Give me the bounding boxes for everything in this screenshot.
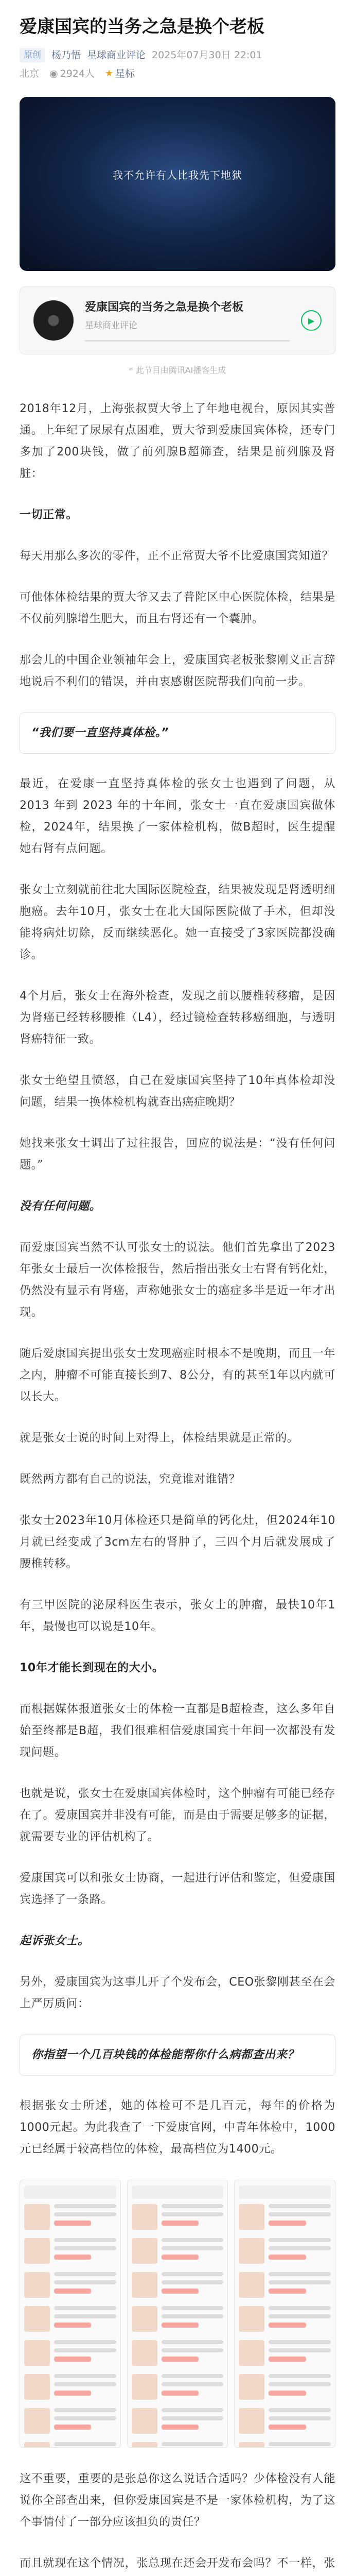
audio-title: 爱康国宾的当务之急是换个老板: [85, 301, 244, 314]
product-text-line: [54, 2408, 116, 2412]
product-text-lines: [269, 2374, 331, 2400]
article-paragraph: 另外，爱康国宾为这事儿开了个发布会，CEO张黎刚甚至在会上严厉质问：: [20, 1976, 335, 2010]
product-text-line: [269, 2280, 331, 2284]
product-text-line: [162, 2212, 224, 2216]
eye-icon: ◉: [49, 68, 58, 79]
screenshot-product-item: [24, 2238, 116, 2264]
product-text-lines: [54, 2374, 116, 2400]
product-text-line: [54, 2374, 116, 2378]
screenshot-product-item: [239, 2340, 331, 2366]
article-paragraph: 她找来张女士调出了过往报告，回应的说法是：“没有任何问题。”: [20, 1137, 335, 1172]
article-meta: [20, 47, 335, 63]
product-thumbnail: [24, 2306, 50, 2332]
product-text-line: [54, 2204, 116, 2208]
product-text-lines: [54, 2408, 116, 2434]
product-text-line: [269, 2314, 331, 2318]
product-price: [162, 2357, 199, 2362]
product-text-line: [162, 2238, 224, 2242]
product-text-lines: [162, 2442, 224, 2448]
product-thumbnail: [239, 2238, 264, 2264]
article-meta-secondary: [20, 66, 335, 81]
product-text-line: [54, 2382, 116, 2386]
price-screenshots: [20, 2180, 335, 2448]
price-screenshot: [127, 2180, 228, 2448]
product-text-line: [162, 2246, 224, 2250]
product-thumbnail: [239, 2340, 264, 2366]
product-text-lines: [54, 2442, 116, 2448]
product-text-line: [162, 2382, 224, 2386]
product-text-lines: [269, 2306, 331, 2332]
account-name[interactable]: 星球商业评论: [87, 49, 146, 61]
read-count-value: 2924人: [60, 68, 95, 79]
product-text-lines: [162, 2340, 224, 2366]
article-paragraph: 根据张女士所述，她的体检可不是几百元，每年的价格为1000元起。为此我查了一下爱康官网，中青年体检中，1000元已经属于较高档位的体检，最高档位为1400元。: [20, 2099, 335, 2156]
product-thumbnail: [132, 2204, 157, 2230]
product-price: [269, 2357, 306, 2362]
product-text-line: [162, 2416, 224, 2420]
product-price: [269, 2289, 306, 2294]
product-text-line: [54, 2314, 116, 2318]
product-text-line: [54, 2280, 116, 2284]
product-text-line: [162, 2306, 224, 2310]
product-text-line: [162, 2204, 224, 2208]
product-price: [269, 2391, 306, 2396]
video-player[interactable]: [20, 97, 335, 271]
product-price: [162, 2425, 199, 2430]
product-price: [269, 2255, 306, 2260]
publish-datetime: 2025年07月30日 22:01: [152, 49, 262, 61]
product-thumbnail: [239, 2442, 264, 2448]
screenshot-product-item: [239, 2306, 331, 2332]
product-price: [269, 2425, 306, 2430]
product-text-line: [269, 2442, 331, 2446]
article-paragraph: 可他体体检结果的贾大爷又去了普陀区中心医院体检，结果是不仅前列腺增生肥大，而且右肾还有一个囊肿。: [20, 591, 335, 625]
product-thumbnail: [24, 2442, 50, 2448]
article-paragraph: 也就是说，张女士在爱康国宾体检时，这个肿瘤有可能已经存在了。爱康国宾并非没有可能，而是由于需要足够多的证据，就需要专业的评估机构了。: [20, 1787, 335, 1843]
article-paragraph: 就是张女士说的时间上对得上，体检结果就是正常的。: [20, 1432, 299, 1445]
article-body: [20, 398, 335, 2576]
product-text-lines: [269, 2442, 331, 2448]
screenshot-product-item: [24, 2442, 116, 2448]
author-name[interactable]: 杨乃悟: [51, 49, 81, 61]
product-price: [269, 2323, 306, 2328]
article-title: 爱康国宾的当务之急是换个老板: [20, 16, 264, 37]
screenshot-product-item: [132, 2204, 224, 2230]
product-text-lines: [162, 2408, 224, 2434]
screenshot-header: [239, 2185, 331, 2199]
product-text-line: [269, 2416, 331, 2420]
location-label: 北京: [20, 68, 40, 79]
star-follow-button[interactable]: [105, 66, 135, 81]
screenshot-product-item: [24, 2374, 116, 2400]
article-paragraph: 既然两方都有自己的说法，究竟谁对谁错？: [20, 1473, 241, 1486]
screenshot-header: [132, 2185, 224, 2199]
product-text-line: [162, 2442, 224, 2446]
price-screenshot: [234, 2180, 335, 2448]
price-screenshot: [20, 2180, 121, 2448]
product-text-line: [54, 2238, 116, 2242]
product-thumbnail: [239, 2374, 264, 2400]
product-text-lines: [269, 2204, 331, 2230]
article-paragraph: 最近，在爱康一直坚持真体检的张女士也遇到了问题，从 2013 年到 2023 年的十年间，张女士一直在爱康国宾做体检，2024年，结果换了一家体检机构，做B超时，医生提醒她右肾有点问题。: [20, 777, 335, 855]
article-paragraph: 而爱康国宾当然不认可张女士的说法。他们首先拿出了2023年张女士最后一次体检报告，然后指出张女士右肾有钙化灶，仍然没有显示有肾癌，声称她张女士的癌症多半是近一年才出现。: [20, 1241, 335, 1319]
product-text-line: [54, 2246, 116, 2250]
article-paragraph: 10年才能长到现在的大小。: [20, 1662, 164, 1674]
quote-block: 你指望一个几百块钱的体检能帮你什么病都查出来？: [20, 2035, 335, 2076]
product-thumbnail: [132, 2442, 157, 2448]
product-thumbnail: [239, 2204, 264, 2230]
product-text-line: [269, 2272, 331, 2276]
article-paragraph: 张女士2023年10月体检还只是简单的钙化灶，但2024年10月就已经变成了3cm左右的肾肿了，三四个月后就发展成了腰椎转移。: [20, 1514, 335, 1570]
product-thumbnail: [24, 2238, 50, 2264]
screenshot-product-item: [239, 2442, 331, 2448]
product-price: [54, 2425, 91, 2430]
screenshot-product-item: [24, 2204, 116, 2230]
article-paragraph: 起诉张女士。: [20, 1935, 90, 1947]
product-text-lines: [269, 2408, 331, 2434]
play-icon: ▶: [308, 315, 315, 326]
audio-player-card[interactable]: [20, 286, 335, 354]
screenshot-product-item: [239, 2272, 331, 2298]
screenshot-product-item: [239, 2238, 331, 2264]
product-text-line: [269, 2382, 331, 2386]
product-price: [162, 2255, 199, 2260]
product-thumbnail: [132, 2374, 157, 2400]
audio-progress-row: [85, 340, 290, 342]
article-paragraph: 2018年12月，上海张叔贾大爷上了年地电视台，原因其实普通。上年纪了尿尿有点困难，贾大爷到爱康国宾体检，还专门多加了200块钱，做了前列腺B超筛查，结果是前列腺及肾脏：: [20, 402, 335, 480]
product-text-line: [54, 2272, 116, 2276]
screenshot-header: [24, 2185, 116, 2199]
product-text-lines: [54, 2340, 116, 2366]
product-text-lines: [162, 2272, 224, 2298]
screenshot-product-item: [132, 2272, 224, 2298]
product-text-lines: [162, 2238, 224, 2264]
product-thumbnail: [132, 2238, 157, 2264]
screenshot-product-item: [239, 2204, 331, 2230]
article-paragraph: 爱康国宾可以和张女士协商，一起进行评估和鉴定，但爱康国宾选择了一条路。: [20, 1872, 335, 1906]
product-text-lines: [54, 2204, 116, 2230]
article-paragraph: 4个月后，张女士在海外检查，发现之前以腰椎转移瘤，是因为肾癌已经转移腰椎（L4），经过镜检查转移癌细胞，与透明肾癌特征一致。: [20, 990, 335, 1046]
product-thumbnail: [132, 2272, 157, 2298]
product-text-line: [269, 2204, 331, 2208]
product-text-line: [269, 2408, 331, 2412]
product-text-lines: [162, 2204, 224, 2230]
product-price: [162, 2391, 199, 2396]
screenshot-product-item: [132, 2306, 224, 2332]
product-text-line: [54, 2416, 116, 2420]
screenshot-product-item: [132, 2238, 224, 2264]
product-price: [54, 2289, 91, 2294]
star-icon: ★: [104, 68, 114, 79]
product-text-lines: [54, 2272, 116, 2298]
audio-subtitle: 星球商业评论: [85, 320, 137, 331]
ai-generated-note: * 此节目由腾讯AI播客生成: [129, 365, 226, 375]
product-text-line: [162, 2374, 224, 2378]
article-paragraph: 张女士立刻就前往北大国际医院检查，结果被发现是肾透明细胞癌。去年10月，张女士在北大国际医院做了手术，但却没能将病灶切除，反而继续恶化。她一直接受了3家医院都没确诊。: [20, 884, 335, 961]
product-thumbnail: [24, 2340, 50, 2366]
product-price: [162, 2221, 199, 2226]
product-thumbnail: [24, 2272, 50, 2298]
product-price: [269, 2221, 306, 2226]
article-paragraph: 每天用那么多次的零件，正不正常贾大爷不比爱康国宾知道？: [20, 550, 334, 563]
product-text-line: [54, 2442, 116, 2446]
screenshot-product-item: [239, 2374, 331, 2400]
product-thumbnail: [239, 2408, 264, 2434]
product-text-line: [269, 2306, 331, 2310]
product-text-lines: [269, 2238, 331, 2264]
article-paragraph: 一切正常。: [20, 509, 78, 521]
article-paragraph: 随后爱康国宾提出张女士发现癌症时根本不是晚期，而且一年之内，肿瘤不可能直接长到7、8公分，有的甚至1年以内就可以长大。: [20, 1347, 335, 1403]
original-badge: 原创: [20, 48, 45, 62]
product-text-line: [54, 2348, 116, 2352]
read-count: [49, 66, 95, 81]
product-thumbnail: [24, 2204, 50, 2230]
screenshot-product-item: [24, 2306, 116, 2332]
audio-disc-icon: [33, 300, 74, 341]
screenshot-product-item: [132, 2442, 224, 2448]
product-text-line: [269, 2340, 331, 2344]
product-text-lines: [269, 2272, 331, 2298]
screenshot-product-item: [132, 2374, 224, 2400]
product-thumbnail: [239, 2306, 264, 2332]
product-text-line: [162, 2348, 224, 2352]
product-text-line: [269, 2246, 331, 2250]
product-price: [54, 2357, 91, 2362]
audio-info: [85, 299, 290, 342]
product-text-lines: [162, 2306, 224, 2332]
product-text-line: [54, 2212, 116, 2216]
product-price: [54, 2255, 91, 2260]
product-text-line: [54, 2306, 116, 2310]
product-text-line: [162, 2272, 224, 2276]
screenshot-product-item: [132, 2340, 224, 2366]
product-thumbnail: [132, 2408, 157, 2434]
screenshot-product-item: [239, 2408, 331, 2434]
product-price: [54, 2221, 91, 2226]
play-button[interactable]: [301, 310, 322, 331]
product-text-line: [54, 2340, 116, 2344]
product-thumbnail: [239, 2272, 264, 2298]
product-text-line: [269, 2348, 331, 2352]
product-text-lines: [162, 2374, 224, 2400]
product-text-line: [269, 2212, 331, 2216]
screenshot-product-item: [24, 2408, 116, 2434]
product-text-lines: [54, 2306, 116, 2332]
article-paragraph: 而根据媒体报道张女士的体检一直都是B超检查，这么多年自始至终都是B超，我们很难相信爱康国宾十年间一次都没有发现问题。: [20, 1703, 335, 1759]
screenshot-product-item: [24, 2340, 116, 2366]
audio-progress-track[interactable]: [85, 340, 290, 342]
screenshot-product-item: [132, 2408, 224, 2434]
product-thumbnail: [24, 2408, 50, 2434]
product-price: [162, 2289, 199, 2294]
product-text-line: [162, 2340, 224, 2344]
product-text-lines: [54, 2238, 116, 2264]
product-text-line: [162, 2314, 224, 2318]
product-text-line: [162, 2408, 224, 2412]
product-text-line: [269, 2374, 331, 2378]
article-paragraph: 那会儿的中国企业领袖年会上，爱康国宾老板张黎刚义正言辞地说后不利们的错误，并由衷感谢医院帮我们向前一步。: [20, 654, 335, 688]
product-price: [54, 2391, 91, 2396]
product-thumbnail: [132, 2306, 157, 2332]
star-follow-label: 星标: [115, 68, 135, 79]
article-paragraph: 张女士绝望且愤怒，自己在爱康国宾坚持了10年真体检却没问题，结果一换体检机构就查出癌症晚期？: [20, 1074, 335, 1109]
product-thumbnail: [132, 2340, 157, 2366]
screenshot-product-item: [24, 2272, 116, 2298]
quote-block: “我们要一直坚持真体检。”: [20, 713, 335, 754]
product-text-line: [162, 2280, 224, 2284]
product-text-line: [269, 2238, 331, 2242]
product-price: [54, 2323, 91, 2328]
article-paragraph: 有三甲医院的泌尿科医生表示，张女士的肿瘤，最快10年1年，最慢也可以说是10年。: [20, 1599, 335, 1633]
article-paragraph: 没有任何问题。: [20, 1200, 101, 1213]
product-text-lines: [269, 2340, 331, 2366]
video-caption: 我不允许有人比我先下地狱: [113, 169, 242, 181]
article-paragraph: 而且就现在这个情况，张总现在还会开发布会吗？不一样，张: [20, 2557, 335, 2570]
product-price: [162, 2323, 199, 2328]
product-thumbnail: [24, 2374, 50, 2400]
article-paragraph: 这不重要，重要的是张总你这么说话合适吗？少体检没有人能说你全部查出来，但你爱康国宾是不是一家体检机构，为了这个事情付了一部分应该担负的责任？: [20, 2472, 335, 2529]
